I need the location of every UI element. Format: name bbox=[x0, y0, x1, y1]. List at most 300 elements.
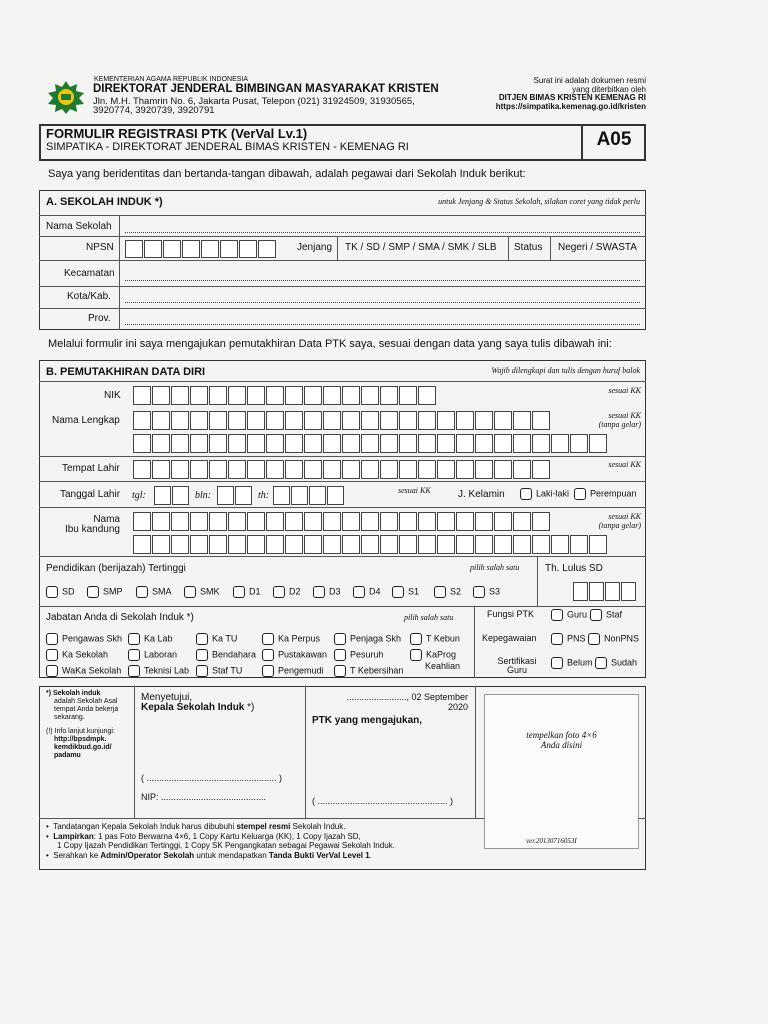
note-sekolah-2: adalah Sekolah Asal bbox=[54, 698, 118, 705]
input-cell[interactable] bbox=[266, 460, 284, 479]
edu-checkbox[interactable] bbox=[473, 586, 485, 598]
input-cell[interactable] bbox=[532, 535, 550, 554]
edu-checkbox[interactable] bbox=[87, 586, 99, 598]
input-cell[interactable] bbox=[513, 411, 531, 430]
edu-option-d4[interactable] bbox=[353, 586, 381, 598]
input-cell[interactable] bbox=[285, 386, 303, 405]
jabatan-label: Ka Lab bbox=[144, 633, 173, 644]
input-cell[interactable] bbox=[228, 411, 246, 430]
input-cell[interactable] bbox=[258, 240, 276, 258]
input-cell[interactable] bbox=[171, 512, 189, 531]
input-cell[interactable] bbox=[266, 512, 284, 531]
input-cell[interactable] bbox=[456, 411, 474, 430]
status-label: Status bbox=[514, 242, 543, 253]
edu-option-smp[interactable] bbox=[87, 586, 123, 598]
jabatan-checkbox[interactable] bbox=[262, 649, 274, 661]
input-cell[interactable] bbox=[570, 535, 588, 554]
input-cell[interactable] bbox=[133, 535, 151, 554]
edu-checkbox[interactable] bbox=[184, 586, 196, 598]
input-cell[interactable] bbox=[361, 535, 379, 554]
input-cell[interactable] bbox=[304, 512, 322, 531]
input-cell[interactable] bbox=[273, 486, 290, 505]
nonpns-label: NonPNS bbox=[604, 633, 640, 644]
input-cell[interactable] bbox=[171, 460, 189, 479]
edu-checkbox[interactable] bbox=[136, 586, 148, 598]
section-b-title: B. PEMUTAKHIRAN DATA DIRI bbox=[46, 366, 206, 378]
nama-ibu-label bbox=[40, 515, 120, 535]
input-cell[interactable] bbox=[285, 434, 303, 453]
edu-checkbox[interactable] bbox=[392, 586, 404, 598]
kota-field[interactable] bbox=[125, 302, 640, 303]
jabatan-label: T Kebersihan bbox=[350, 665, 404, 676]
nama-lengkap-label: Nama Lengkap bbox=[52, 415, 120, 426]
kaprog-checkbox[interactable] bbox=[410, 649, 422, 661]
input-cell[interactable] bbox=[621, 582, 636, 601]
input-cell[interactable] bbox=[247, 460, 265, 479]
nik-label: NIK bbox=[104, 390, 121, 401]
input-cell[interactable] bbox=[342, 434, 360, 453]
note-sekolah-3: tempat Anda bekerja bbox=[54, 706, 119, 713]
jabatan-checkbox[interactable] bbox=[334, 633, 346, 645]
input-cell[interactable] bbox=[285, 535, 303, 554]
input-cell[interactable] bbox=[475, 434, 493, 453]
edu-label: D2 bbox=[289, 586, 301, 597]
input-cell[interactable] bbox=[570, 434, 588, 453]
input-cell[interactable] bbox=[513, 434, 531, 453]
ministry-name: KEMENTERIAN AGAMA REPUBLIK INDONESIA bbox=[94, 76, 249, 83]
input-cell[interactable] bbox=[144, 240, 162, 258]
input-cell[interactable] bbox=[291, 486, 308, 505]
instruction-2: • Lampirkan: 1 pas Foto Berwarna 4×6, 1 Copy Kartu Keluarga (KK), 1 Copy Ijazah SD, bbox=[46, 831, 361, 841]
input-cell[interactable] bbox=[266, 535, 284, 554]
tgl-label: tgl: bbox=[132, 490, 146, 501]
info-url-2[interactable]: kemdikbud.go.id/ bbox=[54, 744, 112, 751]
edu-option-sma[interactable] bbox=[136, 586, 172, 598]
input-cell[interactable] bbox=[228, 434, 246, 453]
input-cell[interactable] bbox=[209, 460, 227, 479]
address-line-1: Jln. M.H. Thamrin No. 6, Jakarta Pusat, Telepon (021) 31924509, 31930565, bbox=[93, 96, 415, 107]
info-url-1[interactable]: http://bpsdmpk. bbox=[54, 736, 107, 743]
input-cell[interactable] bbox=[228, 460, 246, 479]
input-cell[interactable] bbox=[437, 512, 455, 531]
input-cell[interactable] bbox=[304, 411, 322, 430]
input-cell[interactable] bbox=[361, 460, 379, 479]
kota-label: Kota/Kab. bbox=[67, 291, 111, 302]
guru-option[interactable] bbox=[551, 609, 587, 621]
input-cell[interactable] bbox=[589, 582, 604, 601]
info-label: (!) Info lanjut kunjungi: bbox=[46, 728, 115, 735]
jabatan-option[interactable] bbox=[128, 633, 173, 645]
input-cell[interactable] bbox=[513, 460, 531, 479]
nip-field[interactable]: NIP: .......................................... bbox=[141, 792, 267, 802]
edu-option-smk[interactable] bbox=[184, 586, 220, 598]
form-subtitle: SIMPATIKA - DIREKTORAT JENDERAL BIMAS KRISTEN - KEMENAG RI bbox=[46, 141, 409, 153]
guru-label: Guru bbox=[567, 609, 588, 620]
input-cell[interactable] bbox=[133, 434, 151, 453]
edu-checkbox[interactable] bbox=[434, 586, 446, 598]
input-cell[interactable] bbox=[456, 434, 474, 453]
nama-sekolah-field[interactable] bbox=[125, 232, 640, 233]
tkebun-option[interactable] bbox=[410, 633, 460, 645]
belum-checkbox[interactable] bbox=[551, 657, 563, 669]
input-cell[interactable] bbox=[163, 240, 181, 258]
section-a-title: A. SEKOLAH INDUK *) bbox=[46, 196, 163, 208]
input-cell[interactable] bbox=[551, 535, 569, 554]
input-cell[interactable] bbox=[125, 240, 143, 258]
input-cell[interactable] bbox=[494, 512, 512, 531]
ptk-signature[interactable]: ( .................................................... ) bbox=[312, 796, 454, 806]
input-cell[interactable] bbox=[494, 411, 512, 430]
edu-checkbox[interactable] bbox=[46, 586, 58, 598]
kepala-label bbox=[141, 702, 254, 713]
photo-hint bbox=[484, 730, 639, 750]
input-cell[interactable] bbox=[171, 434, 189, 453]
input-cell[interactable] bbox=[342, 386, 360, 405]
prov-field[interactable] bbox=[125, 324, 640, 325]
input-cell[interactable] bbox=[399, 386, 417, 405]
input-cell[interactable] bbox=[399, 535, 417, 554]
input-cell[interactable] bbox=[190, 535, 208, 554]
input-cell[interactable] bbox=[342, 535, 360, 554]
pns-checkbox[interactable] bbox=[551, 633, 563, 645]
nama-ibu-2: Ibu kandung bbox=[64, 524, 120, 535]
jabatan-checkbox[interactable] bbox=[334, 665, 346, 677]
date-line[interactable]: ........................, 02 September bbox=[346, 692, 468, 702]
input-cell[interactable] bbox=[437, 535, 455, 554]
document-note bbox=[446, 77, 646, 111]
sudah-checkbox[interactable] bbox=[595, 657, 607, 669]
input-cell[interactable] bbox=[209, 411, 227, 430]
instruction-2b: 1 Copy Ijazah Pendidikan Tertinggi, 1 Copy SK Pengangkatan sebagai Pegawai Sekolah Induk. bbox=[57, 841, 395, 850]
guru-checkbox[interactable] bbox=[551, 609, 563, 621]
input-cell[interactable] bbox=[201, 240, 219, 258]
input-cell[interactable] bbox=[418, 434, 436, 453]
jabatan-checkbox[interactable] bbox=[128, 665, 140, 677]
input-cell[interactable] bbox=[532, 434, 550, 453]
input-cell[interactable] bbox=[532, 460, 550, 479]
fungsi-label: Fungsi PTK bbox=[487, 609, 535, 619]
input-cell[interactable] bbox=[190, 411, 208, 430]
input-cell[interactable] bbox=[323, 434, 341, 453]
input-cell[interactable] bbox=[247, 434, 265, 453]
note-sekolah-4: sekarang. bbox=[54, 714, 85, 721]
nonpns-option[interactable] bbox=[588, 633, 639, 645]
input-cell[interactable] bbox=[239, 240, 257, 258]
nonpns-checkbox[interactable] bbox=[588, 633, 600, 645]
sertifikasi-1: Sertifikasi bbox=[497, 656, 537, 666]
perempuan-checkbox[interactable] bbox=[574, 488, 586, 500]
jabatan-checkbox[interactable] bbox=[46, 633, 58, 645]
photo-box[interactable] bbox=[484, 694, 639, 849]
input-cell[interactable] bbox=[190, 460, 208, 479]
input-cell[interactable] bbox=[456, 535, 474, 554]
input-cell[interactable] bbox=[418, 460, 436, 479]
input-cell[interactable] bbox=[228, 512, 246, 531]
jabatan-option[interactable] bbox=[196, 633, 237, 645]
jabatan-checkbox[interactable] bbox=[196, 649, 208, 661]
info-url-3[interactable]: padamu bbox=[54, 752, 81, 759]
side-notes bbox=[46, 690, 132, 760]
input-cell[interactable] bbox=[133, 411, 151, 430]
staf-label: Staf bbox=[606, 609, 623, 620]
input-cell[interactable] bbox=[190, 386, 208, 405]
instruction-3: • Serahkan ke Admin/Operator Sekolah untuk mendapatkan Tanda Bukti VerVal Level 1. bbox=[46, 850, 372, 860]
input-cell[interactable] bbox=[513, 535, 531, 554]
menyetujui-label: Menyetujui, bbox=[141, 692, 193, 703]
input-cell[interactable] bbox=[172, 486, 189, 505]
staf-checkbox[interactable] bbox=[590, 609, 602, 621]
edu-label: SD bbox=[62, 586, 75, 597]
belum-option[interactable] bbox=[551, 657, 593, 669]
jabatan-option[interactable] bbox=[262, 633, 320, 645]
date-year: 2020 bbox=[447, 702, 468, 712]
input-cell[interactable] bbox=[266, 411, 284, 430]
jabatan-option[interactable] bbox=[334, 665, 403, 677]
jabatan-option[interactable] bbox=[196, 665, 242, 677]
note-2: yang diterbitkan oleh bbox=[572, 84, 646, 94]
input-cell[interactable] bbox=[437, 460, 455, 479]
input-cell[interactable] bbox=[418, 535, 436, 554]
nik-note: sesuai KK bbox=[608, 386, 641, 395]
input-cell[interactable] bbox=[399, 434, 417, 453]
input-cell[interactable] bbox=[171, 386, 189, 405]
ministry-logo bbox=[46, 80, 86, 114]
pns-option[interactable] bbox=[551, 633, 586, 645]
input-cell[interactable] bbox=[589, 434, 607, 453]
input-cell[interactable] bbox=[247, 411, 265, 430]
jabatan-note: pilih salah satu bbox=[404, 613, 454, 622]
input-cell[interactable] bbox=[551, 434, 569, 453]
input-cell[interactable] bbox=[133, 512, 151, 531]
input-cell[interactable] bbox=[361, 386, 379, 405]
input-cell[interactable] bbox=[152, 434, 170, 453]
input-cell[interactable] bbox=[399, 411, 417, 430]
jabatan-checkbox[interactable] bbox=[262, 633, 274, 645]
jabatan-option[interactable] bbox=[196, 649, 256, 661]
input-cell[interactable] bbox=[323, 386, 341, 405]
laki-option[interactable] bbox=[520, 488, 569, 500]
edu-checkbox[interactable] bbox=[353, 586, 365, 598]
instruction-1: • Tandatangan Kepala Sekolah Induk harus dibubuhi stempel resmi Sekolah Induk. bbox=[46, 822, 346, 831]
jabatan-checkbox[interactable] bbox=[46, 649, 58, 661]
input-cell[interactable] bbox=[247, 512, 265, 531]
jabatan-label: Laboran bbox=[144, 649, 178, 660]
status-options[interactable]: Negeri / SWASTA bbox=[558, 242, 637, 253]
input-cell[interactable] bbox=[456, 460, 474, 479]
edu-option-d3[interactable] bbox=[313, 586, 341, 598]
input-cell[interactable] bbox=[475, 535, 493, 554]
input-cell[interactable] bbox=[494, 460, 512, 479]
input-cell[interactable] bbox=[342, 512, 360, 531]
staf-option[interactable] bbox=[590, 609, 622, 621]
jabatan-option[interactable] bbox=[128, 665, 189, 677]
input-cell[interactable] bbox=[266, 434, 284, 453]
edu-label: SMK bbox=[200, 586, 220, 597]
jabatan-option[interactable] bbox=[262, 665, 324, 677]
input-cell[interactable] bbox=[361, 411, 379, 430]
input-cell[interactable] bbox=[418, 411, 436, 430]
nama-note bbox=[599, 411, 641, 429]
input-cell[interactable] bbox=[217, 486, 234, 505]
input-cell[interactable] bbox=[475, 512, 493, 531]
input-cell[interactable] bbox=[327, 486, 344, 505]
edu-option-s1[interactable] bbox=[392, 586, 419, 598]
input-cell[interactable] bbox=[228, 535, 246, 554]
input-cell[interactable] bbox=[209, 434, 227, 453]
input-cell[interactable] bbox=[456, 512, 474, 531]
input-cell[interactable] bbox=[247, 386, 265, 405]
input-cell[interactable] bbox=[532, 512, 550, 531]
pns-label: PNS bbox=[567, 633, 586, 644]
input-cell[interactable] bbox=[182, 240, 200, 258]
input-cell[interactable] bbox=[475, 460, 493, 479]
input-cell[interactable] bbox=[589, 535, 607, 554]
input-cell[interactable] bbox=[475, 411, 493, 430]
edu-option-sd[interactable] bbox=[46, 586, 75, 598]
jabatan-checkbox[interactable] bbox=[46, 665, 58, 677]
tanggal-note: sesuai KK bbox=[398, 486, 431, 495]
jenjang-label: Jenjang bbox=[297, 242, 333, 253]
input-cell[interactable] bbox=[209, 386, 227, 405]
edu-label: SMP bbox=[103, 586, 123, 597]
input-cell[interactable] bbox=[152, 535, 170, 554]
tkebun-checkbox[interactable] bbox=[410, 633, 422, 645]
jabatan-checkbox[interactable] bbox=[128, 633, 140, 645]
jabatan-option[interactable] bbox=[334, 633, 401, 645]
input-cell[interactable] bbox=[323, 535, 341, 554]
input-cell[interactable] bbox=[399, 512, 417, 531]
kepala-signature[interactable]: ( .................................................... ) bbox=[141, 773, 283, 783]
input-cell[interactable] bbox=[285, 460, 303, 479]
jabatan-label: Pustakawan bbox=[278, 649, 328, 660]
input-cell[interactable] bbox=[399, 460, 417, 479]
input-cell[interactable] bbox=[133, 460, 151, 479]
input-cell[interactable] bbox=[304, 386, 322, 405]
jabatan-option[interactable] bbox=[128, 649, 177, 661]
input-cell[interactable] bbox=[304, 535, 322, 554]
kecamatan-field[interactable] bbox=[125, 280, 640, 281]
input-cell[interactable] bbox=[380, 411, 398, 430]
jabatan-checkbox[interactable] bbox=[262, 665, 274, 677]
input-cell[interactable] bbox=[342, 411, 360, 430]
input-cell[interactable] bbox=[309, 486, 326, 505]
input-cell[interactable] bbox=[361, 512, 379, 531]
jabatan-option[interactable] bbox=[46, 633, 122, 645]
edu-option-s3[interactable] bbox=[473, 586, 500, 598]
input-cell[interactable] bbox=[437, 411, 455, 430]
input-cell[interactable] bbox=[154, 486, 171, 505]
input-cell[interactable] bbox=[247, 535, 265, 554]
note-3: DITJEN BIMAS KRISTEN KEMENAG RI bbox=[498, 93, 646, 102]
sudah-label: Sudah bbox=[611, 657, 638, 668]
ibu-note-1: sesuai KK bbox=[608, 512, 641, 521]
input-cell[interactable] bbox=[380, 386, 398, 405]
input-cell[interactable] bbox=[323, 512, 341, 531]
edu-checkbox[interactable] bbox=[313, 586, 325, 598]
input-cell[interactable] bbox=[361, 434, 379, 453]
input-cell[interactable] bbox=[342, 460, 360, 479]
jabatan-option[interactable] bbox=[262, 649, 327, 661]
input-cell[interactable] bbox=[209, 535, 227, 554]
sertifikasi-2: Guru bbox=[506, 665, 527, 675]
input-cell[interactable] bbox=[380, 512, 398, 531]
input-cell[interactable] bbox=[323, 460, 341, 479]
edu-option-s2[interactable] bbox=[434, 586, 461, 598]
input-cell[interactable] bbox=[285, 411, 303, 430]
input-cell[interactable] bbox=[437, 434, 455, 453]
input-cell[interactable] bbox=[418, 386, 436, 405]
jabatan-checkbox[interactable] bbox=[196, 665, 208, 677]
nama-note-2: (tanpa gelar) bbox=[598, 420, 641, 429]
input-cell[interactable] bbox=[190, 434, 208, 453]
edu-label: S2 bbox=[450, 586, 462, 597]
directorate-name: DIREKTORAT JENDERAL BIMBINGAN MASYARAKAT KRISTEN bbox=[93, 83, 439, 95]
input-cell[interactable] bbox=[171, 535, 189, 554]
input-cell[interactable] bbox=[380, 460, 398, 479]
jabatan-label: Teknisi Lab bbox=[144, 665, 190, 676]
laki-checkbox[interactable] bbox=[520, 488, 532, 500]
jabatan-checkbox[interactable] bbox=[334, 649, 346, 661]
prov-label: Prov. bbox=[88, 313, 111, 324]
input-cell[interactable] bbox=[494, 535, 512, 554]
th-lulus-label: Th. Lulus SD bbox=[545, 563, 603, 574]
input-cell[interactable] bbox=[209, 512, 227, 531]
input-cell[interactable] bbox=[573, 582, 588, 601]
jabatan-option[interactable] bbox=[334, 649, 384, 661]
input-cell[interactable] bbox=[171, 411, 189, 430]
input-cell[interactable] bbox=[304, 460, 322, 479]
edu-label: S3 bbox=[489, 586, 501, 597]
perempuan-label: Perempuan bbox=[590, 488, 637, 499]
kaprog-option[interactable] bbox=[410, 649, 456, 661]
input-cell[interactable] bbox=[380, 434, 398, 453]
edu-checkbox[interactable] bbox=[233, 586, 245, 598]
input-cell[interactable] bbox=[532, 411, 550, 430]
input-cell[interactable] bbox=[152, 460, 170, 479]
jenjang-options[interactable]: TK / SD / SMP / SMA / SMK / SLB bbox=[345, 242, 497, 253]
jabatan-checkbox[interactable] bbox=[128, 649, 140, 661]
input-cell[interactable] bbox=[323, 411, 341, 430]
input-cell[interactable] bbox=[190, 512, 208, 531]
kepala-star: *) bbox=[247, 702, 255, 713]
input-cell[interactable] bbox=[220, 240, 238, 258]
input-cell[interactable] bbox=[494, 434, 512, 453]
input-cell[interactable] bbox=[513, 512, 531, 531]
input-cell[interactable] bbox=[285, 512, 303, 531]
sudah-option[interactable] bbox=[595, 657, 637, 669]
input-cell[interactable] bbox=[228, 386, 246, 405]
input-cell[interactable] bbox=[152, 411, 170, 430]
edu-option-d1[interactable] bbox=[233, 586, 261, 598]
code-divider bbox=[581, 124, 583, 161]
edu-option-d2[interactable] bbox=[273, 586, 301, 598]
input-cell[interactable] bbox=[152, 512, 170, 531]
jabatan-label: Pesuruh bbox=[350, 649, 384, 660]
perempuan-option[interactable] bbox=[574, 488, 637, 500]
input-cell[interactable] bbox=[605, 582, 620, 601]
input-cell[interactable] bbox=[152, 386, 170, 405]
jabatan-checkbox[interactable] bbox=[196, 633, 208, 645]
input-cell[interactable] bbox=[133, 386, 151, 405]
input-cell[interactable] bbox=[418, 512, 436, 531]
edu-checkbox[interactable] bbox=[273, 586, 285, 598]
input-cell[interactable] bbox=[235, 486, 252, 505]
jabatan-option[interactable] bbox=[46, 665, 121, 677]
jabatan-option[interactable] bbox=[46, 649, 108, 661]
input-cell[interactable] bbox=[266, 386, 284, 405]
input-cell[interactable] bbox=[304, 434, 322, 453]
input-cell[interactable] bbox=[380, 535, 398, 554]
